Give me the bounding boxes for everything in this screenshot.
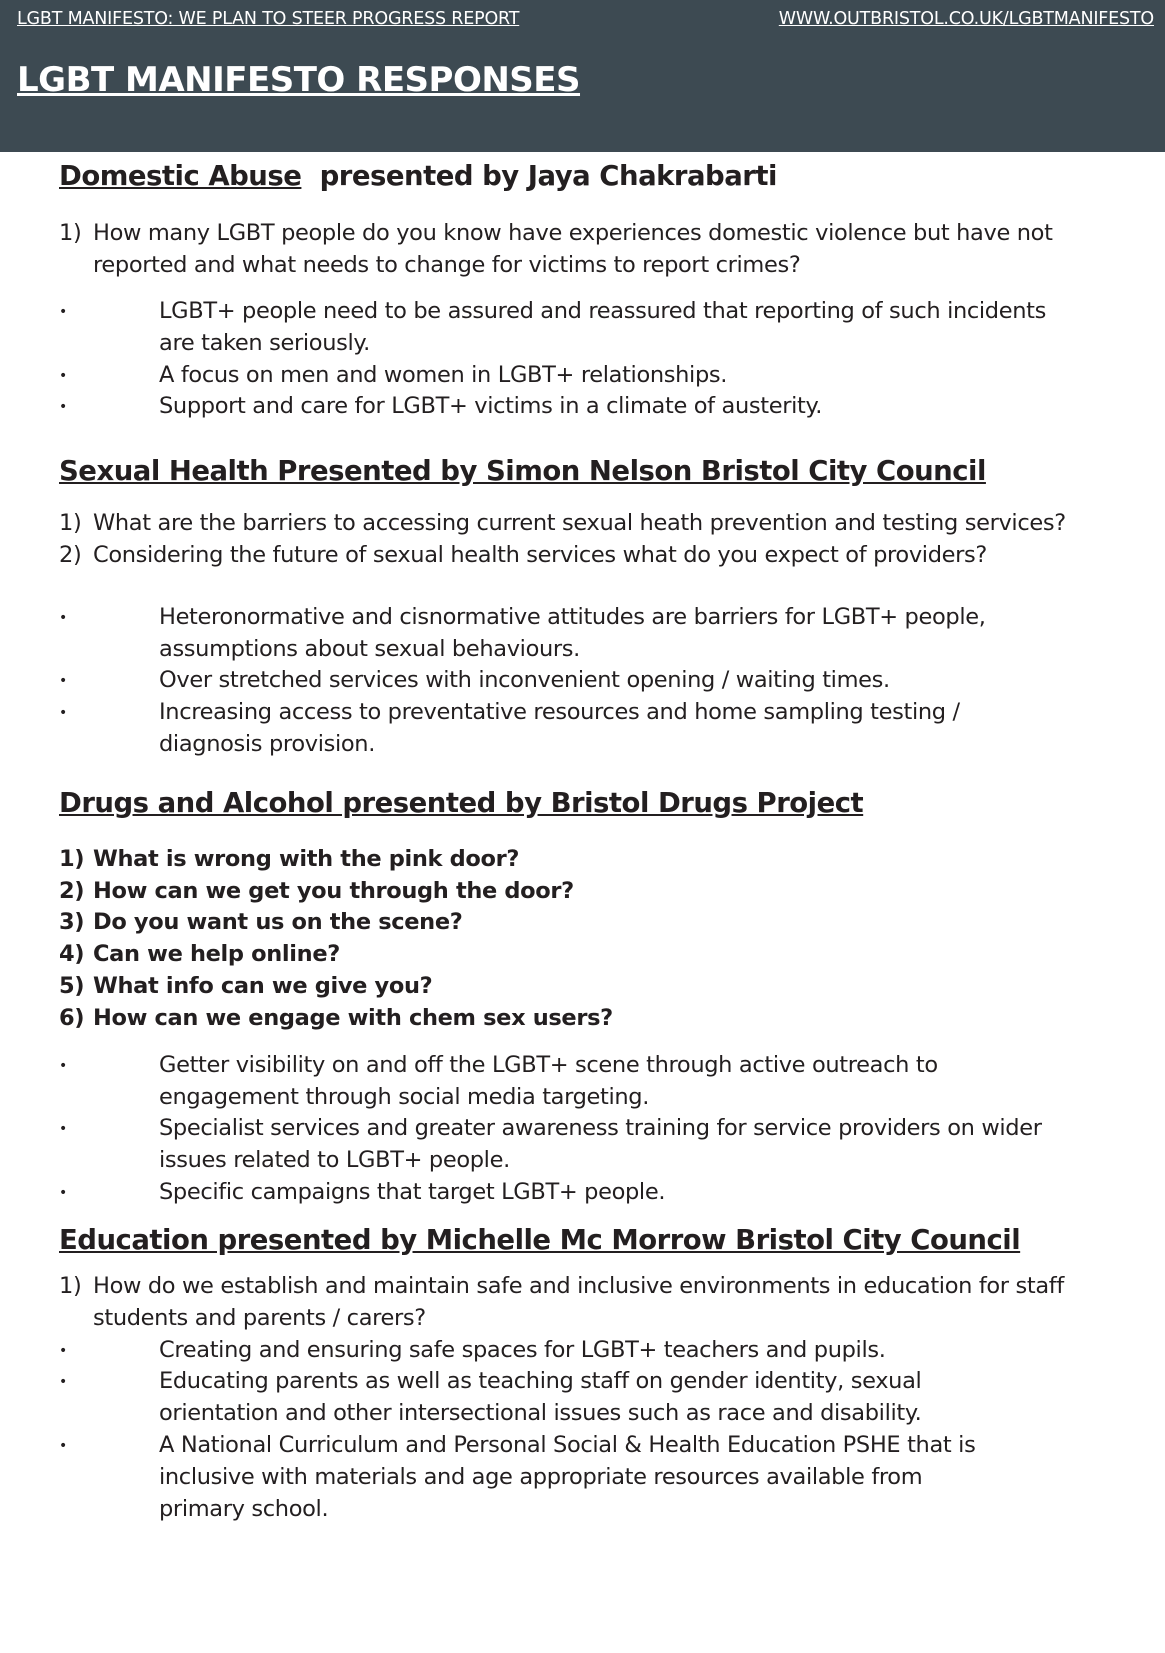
bullet-text: A National Curriculum and Personal Social & Health Education PSHE that is <box>159 1432 976 1458</box>
question-text: What are the barriers to accessing current sexual heath prevention and testing services? <box>93 510 1066 536</box>
question-text: How can we engage with chem sex users? <box>93 1005 613 1031</box>
question-text: Do you want us on the scene? <box>93 909 463 935</box>
question-number: 5) <box>59 973 85 999</box>
question-text: How can we get you through the door? <box>93 878 574 904</box>
section-heading <box>59 1224 1020 1256</box>
bullet-icon: • <box>59 610 67 626</box>
question-number: 1) <box>59 220 82 246</box>
question-text: How do we establish and maintain safe and inclusive environments in education for staff <box>93 1273 1064 1299</box>
bullet-icon: • <box>59 1121 67 1137</box>
bullet-text: A focus on men and women in LGBT+ relationships. <box>159 362 728 388</box>
bullet-text: Support and care for LGBT+ victims in a climate of austerity. <box>159 393 823 419</box>
bullet-text: Increasing access to preventative resources and home sampling testing / <box>159 699 960 725</box>
bullet-icon: • <box>59 399 67 415</box>
bullet-text: engagement through social media targeting. <box>159 1084 650 1110</box>
bullet-text: LGBT+ people need to be assured and reassured that reporting of such incidents <box>159 298 1046 324</box>
question-number: 1) <box>59 1273 82 1299</box>
header-bar <box>0 0 1165 152</box>
question-number: 1) <box>59 510 82 536</box>
bullet-text: are taken seriously. <box>159 330 370 356</box>
bullet-icon: • <box>59 1185 67 1201</box>
bullet-text: Over stretched services with inconvenient opening / waiting times. <box>159 667 890 693</box>
section-heading-title: Education presented by Michelle Mc Morrow Bristol City Council <box>59 1224 1021 1256</box>
question-number: 2) <box>59 542 82 568</box>
bullet-text: issues related to LGBT+ people. <box>159 1147 510 1173</box>
question-text: students and parents / carers? <box>93 1305 426 1331</box>
section-heading-title: Drugs and Alcohol presented by Bristol Drugs Project <box>59 787 864 819</box>
bullet-icon: • <box>59 705 67 721</box>
question-number: 4) <box>59 941 85 967</box>
question-text: What is wrong with the pink door? <box>93 846 520 872</box>
bullet-text: Educating parents as well as teaching staff on gender identity, sexual <box>159 1368 922 1394</box>
bullet-icon: • <box>59 368 67 384</box>
question-text: What info can we give you? <box>93 973 433 999</box>
question-text: Can we help online? <box>93 941 340 967</box>
page-title: LGBT MANIFESTO RESPONSES <box>17 60 581 100</box>
section-heading-title: Domestic Abuse <box>59 160 302 192</box>
bullet-text: Heteronormative and cisnormative attitudes are barriers for LGBT+ people, <box>159 604 986 630</box>
bullet-text: Specialist services and greater awareness training for service providers on wider <box>159 1115 1042 1141</box>
bullet-text: Specific campaigns that target LGBT+ people. <box>159 1179 666 1205</box>
bullet-icon: • <box>59 1374 67 1390</box>
question-text: How many LGBT people do you know have experiences domestic violence but have not <box>93 220 1053 246</box>
bullet-text: assumptions about sexual behaviours. <box>159 636 580 662</box>
bullet-text: Creating and ensuring safe spaces for LGBT+ teachers and pupils. <box>159 1337 886 1363</box>
bullet-icon: • <box>59 304 67 320</box>
question-text: Considering the future of sexual health services what do you expect of providers? <box>93 542 987 568</box>
bullet-text: Getter visibility on and off the LGBT+ scene through active outreach to <box>159 1052 938 1078</box>
report-title: LGBT MANIFESTO: WE PLAN TO STEER PROGRESS REPORT <box>17 9 520 29</box>
bullet-text: inclusive with materials and age appropriate resources available from <box>159 1464 923 1490</box>
section-heading <box>59 160 777 192</box>
question-number: 1) <box>59 846 85 872</box>
section-heading <box>59 455 986 487</box>
section-heading-presenter: presented by Jaya Chakrabarti <box>301 160 777 192</box>
bullet-icon: • <box>59 1438 67 1454</box>
bullet-text: primary school. <box>159 1496 329 1522</box>
bullet-icon: • <box>59 1058 67 1074</box>
section-heading <box>59 787 863 819</box>
bullet-text: diagnosis provision. <box>159 731 376 757</box>
bullet-text: orientation and other intersectional issues such as race and disability. <box>159 1400 922 1426</box>
website-link[interactable]: WWW.OUTBRISTOL.CO.UK/LGBTMANIFESTO <box>778 9 1154 29</box>
section-heading-title: Sexual Health Presented by Simon Nelson Bristol City Council <box>59 455 986 487</box>
question-number: 2) <box>59 878 85 904</box>
bullet-icon: • <box>59 1343 67 1359</box>
question-text: reported and what needs to change for victims to report crimes? <box>93 252 801 278</box>
bullet-icon: • <box>59 673 67 689</box>
question-number: 6) <box>59 1005 85 1031</box>
question-number: 3) <box>59 909 85 935</box>
